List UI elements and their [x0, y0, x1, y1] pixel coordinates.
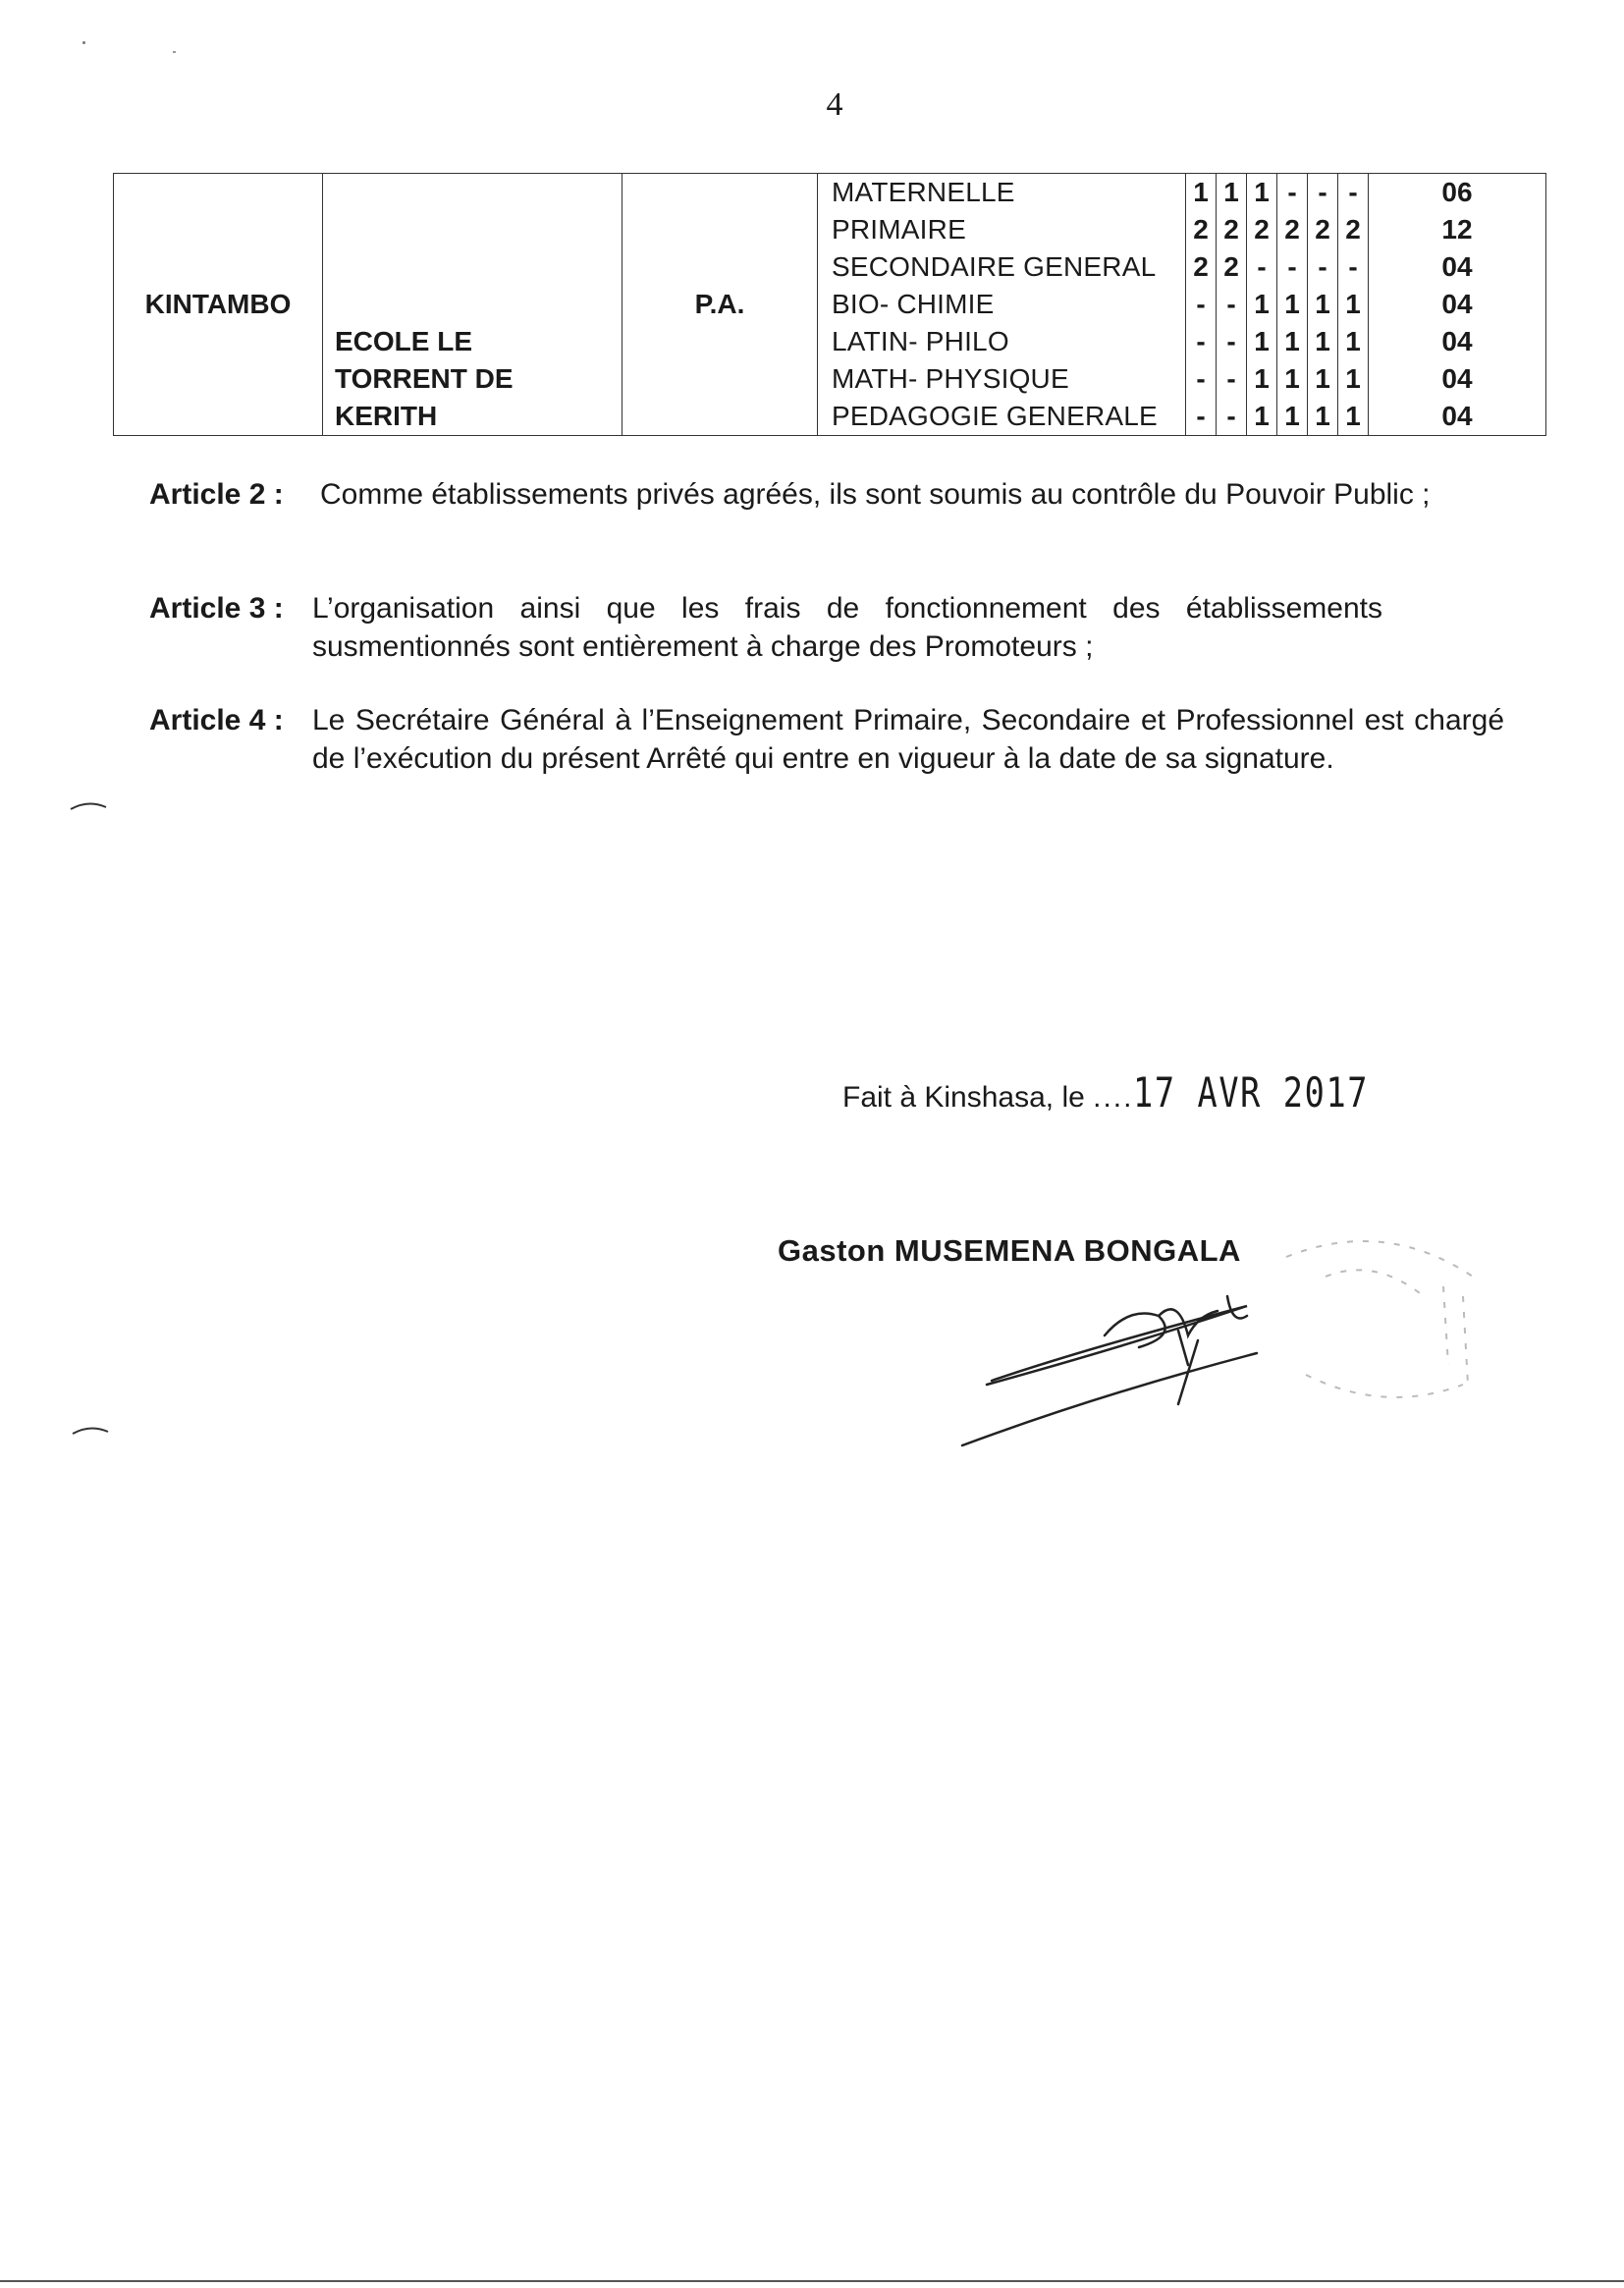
count-value: 1 — [1345, 401, 1361, 431]
school-name-line: ECOLE LE — [335, 326, 473, 356]
date-dots: .... — [1093, 1081, 1134, 1114]
count-value: 1 — [1345, 289, 1361, 319]
school-name-line: KERITH — [335, 401, 438, 431]
count-value: - — [1226, 289, 1236, 319]
table-row — [114, 174, 1546, 436]
count-value: - — [1287, 251, 1297, 282]
count-value: 1 — [1223, 177, 1239, 207]
regime-cell: P.A. — [623, 174, 818, 436]
total-column — [1369, 174, 1546, 436]
count-value: - — [1196, 326, 1206, 356]
article-label: Article 4 : — [149, 704, 284, 736]
count-value: 2 — [1193, 251, 1209, 282]
article-label: Article 2 : — [149, 478, 284, 511]
count-value: - — [1348, 251, 1358, 282]
count-value: 1 — [1315, 401, 1330, 431]
count-value: - — [1287, 177, 1297, 207]
option-label: LATIN- PHILO — [832, 326, 1009, 356]
count-column-3 — [1247, 174, 1277, 436]
page-number: 4 — [826, 86, 843, 123]
count-value: 2 — [1223, 251, 1239, 282]
article-4 — [149, 701, 1504, 778]
count-value: 1 — [1315, 363, 1330, 394]
count-value: 1 — [1254, 289, 1270, 319]
place-text: Fait à Kinshasa, le — [842, 1081, 1085, 1114]
article-3 — [149, 589, 1504, 666]
count-value: 1 — [1193, 177, 1209, 207]
count-column-1 — [1186, 174, 1217, 436]
handwritten-signature — [933, 1277, 1483, 1473]
count-value: 2 — [1223, 214, 1239, 245]
article-label: Article 3 : — [149, 592, 284, 625]
count-value: 1 — [1284, 326, 1300, 356]
count-value: 1 — [1284, 289, 1300, 319]
option-label: PEDAGOGIE GENERALE — [832, 401, 1158, 431]
schools-table — [113, 173, 1546, 436]
count-value: - — [1348, 177, 1358, 207]
total-value: 04 — [1441, 401, 1473, 431]
count-value: 2 — [1345, 214, 1361, 245]
commune-cell: KINTAMBO — [114, 174, 323, 436]
total-value: 04 — [1441, 289, 1473, 319]
count-value: 1 — [1284, 363, 1300, 394]
bottom-scan-edge — [0, 2280, 1624, 2282]
count-value: 2 — [1193, 214, 1209, 245]
count-column-6 — [1338, 174, 1369, 436]
article-text: Le Secrétaire Général à l’Enseignement Primaire, Secondaire et Professionnel est chargé de l’exécution du présent Arrêté qui entre en vigueur à la date de sa signature. — [312, 704, 1504, 775]
count-value: - — [1196, 401, 1206, 431]
count-value: 1 — [1315, 326, 1330, 356]
count-value: 1 — [1345, 363, 1361, 394]
option-label: BIO- CHIMIE — [832, 289, 995, 319]
count-value: 1 — [1284, 401, 1300, 431]
school-name-line: TORRENT DE — [335, 363, 514, 394]
options-cell — [818, 174, 1186, 436]
punch-hole-mark — [69, 797, 108, 813]
scan-speck — [173, 51, 176, 53]
total-value: 04 — [1441, 251, 1473, 282]
count-column-2 — [1217, 174, 1247, 436]
article-2 — [149, 475, 1504, 514]
count-value: 2 — [1315, 214, 1330, 245]
count-value: - — [1196, 289, 1206, 319]
article-text: L’organisation ainsi que les frais de fonctionnement des établissements susmentionnés sont entièrement à charge des Promoteurs ; — [312, 592, 1382, 663]
count-value: 1 — [1254, 401, 1270, 431]
date-stamp: 17 AVR 2017 — [1133, 1068, 1370, 1117]
signatory-name: Gaston MUSEMENA BONGALA — [778, 1233, 1241, 1268]
option-label: MATERNELLE — [832, 177, 1015, 207]
count-value: 2 — [1254, 214, 1270, 245]
count-value: - — [1318, 251, 1327, 282]
count-value: - — [1318, 177, 1327, 207]
count-column-4 — [1277, 174, 1308, 436]
count-value: 1 — [1315, 289, 1330, 319]
option-label: MATH- PHYSIQUE — [832, 363, 1069, 394]
count-value: - — [1226, 401, 1236, 431]
count-value: - — [1196, 363, 1206, 394]
total-value: 04 — [1441, 326, 1473, 356]
total-value: 04 — [1441, 363, 1473, 394]
school-name-cell — [323, 174, 623, 436]
count-value: - — [1226, 326, 1236, 356]
count-value: 1 — [1254, 177, 1270, 207]
article-text: Comme établissements privés agréés, ils sont soumis au contrôle du Pouvoir Public ; — [320, 478, 1431, 511]
count-value: - — [1226, 363, 1236, 394]
count-value: - — [1257, 251, 1267, 282]
scan-speck — [82, 41, 85, 44]
punch-hole-mark — [71, 1422, 110, 1438]
place-and-date — [842, 1068, 1429, 1117]
option-label: SECONDAIRE GENERAL — [832, 251, 1157, 282]
count-value: 1 — [1345, 326, 1361, 356]
count-value: 1 — [1254, 326, 1270, 356]
option-label: PRIMAIRE — [832, 214, 966, 245]
count-value: 1 — [1254, 363, 1270, 394]
total-value: 06 — [1441, 177, 1473, 207]
count-column-5 — [1308, 174, 1338, 436]
total-value: 12 — [1441, 214, 1473, 245]
count-value: 2 — [1284, 214, 1300, 245]
